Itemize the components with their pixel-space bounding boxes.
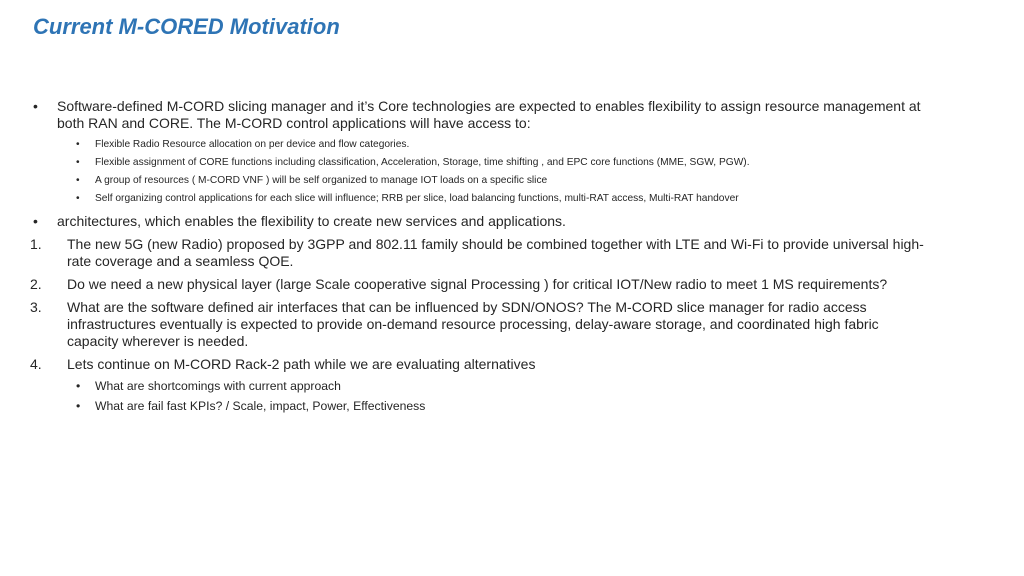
number-marker: 4.	[30, 356, 42, 372]
number-marker: 1.	[30, 236, 42, 252]
number-marker: 3.	[30, 299, 42, 315]
bullet-item	[30, 213, 930, 230]
sub-bullet-marker: •	[76, 157, 80, 168]
numbered-item	[30, 236, 930, 270]
sub-bullet-list	[30, 379, 930, 414]
sub-bullet-text: A group of resources ( M-CORD VNF ) will be self organized to manage IOT loads on a specific slice	[95, 175, 548, 186]
bullet-marker: •	[33, 98, 38, 114]
bullet-item	[30, 98, 930, 132]
sub-bullet-marker: •	[76, 193, 80, 204]
numbered-text: What are the software defined air interfaces that can be influenced by SDN/ONOS? The M-CORD slice manager for radio access infrastructures eventually is expected to provide on-demand resource processing, delay-aware storage, and coordinated high fabric capacity wherever is needed.	[67, 299, 879, 349]
sub-bullet-item	[30, 174, 930, 187]
sub-bullet-item	[30, 156, 930, 169]
sub-bullet-marker: •	[76, 139, 80, 150]
sub-bullet-item	[30, 399, 930, 414]
sub-bullet-marker: •	[76, 175, 80, 186]
bullet-marker: •	[33, 213, 38, 229]
numbered-item	[30, 356, 930, 373]
sub-bullet-item	[30, 138, 930, 151]
numbered-item	[30, 299, 930, 350]
bullet-text: architectures, which enables the flexibility to create new services and applications.	[57, 213, 566, 229]
numbered-text: The new 5G (new Radio) proposed by 3GPP and 802.11 family should be combined together with LTE and Wi-Fi to provide universal high-rate coverage and a seamless QOE.	[67, 236, 924, 269]
sub-bullet-marker: •	[76, 379, 81, 393]
sub-bullet-text: Self organizing control applications for each slice will influence; RRB per slice, load balancing functions, multi-RAT access, Multi-RAT handover	[95, 193, 739, 204]
slide-title: Current M-CORED Motivation	[33, 14, 340, 39]
numbered-text: Lets continue on M-CORD Rack-2 path while we are evaluating alternatives	[67, 356, 536, 372]
sub-bullet-marker: •	[76, 399, 81, 413]
bullet-text: Software-defined M-CORD slicing manager and it’s Core technologies are expected to enables flexibility to assign resource management at both RAN and CORE. The M-CORD control applications will have access to:	[57, 98, 921, 131]
sub-bullet-item	[30, 192, 930, 205]
number-marker: 2.	[30, 276, 42, 292]
sub-bullet-text: What are fail fast KPIs? / Scale, impact, Power, Effectiveness	[95, 399, 426, 413]
sub-bullet-list	[30, 138, 930, 205]
sub-bullet-text: Flexible assignment of CORE functions including classification, Acceleration, Storage, time shifting , and EPC core functions (MME, SGW, PGW).	[95, 157, 750, 168]
numbered-text: Do we need a new physical layer (large Scale cooperative signal Processing ) for critical IOT/New radio to meet 1 MS requirements?	[67, 276, 888, 292]
sub-bullet-item	[30, 379, 930, 394]
sub-bullet-text: What are shortcomings with current approach	[95, 379, 341, 393]
slide-body	[30, 98, 930, 422]
sub-bullet-text: Flexible Radio Resource allocation on per device and flow categories.	[95, 139, 410, 150]
numbered-item	[30, 276, 930, 293]
